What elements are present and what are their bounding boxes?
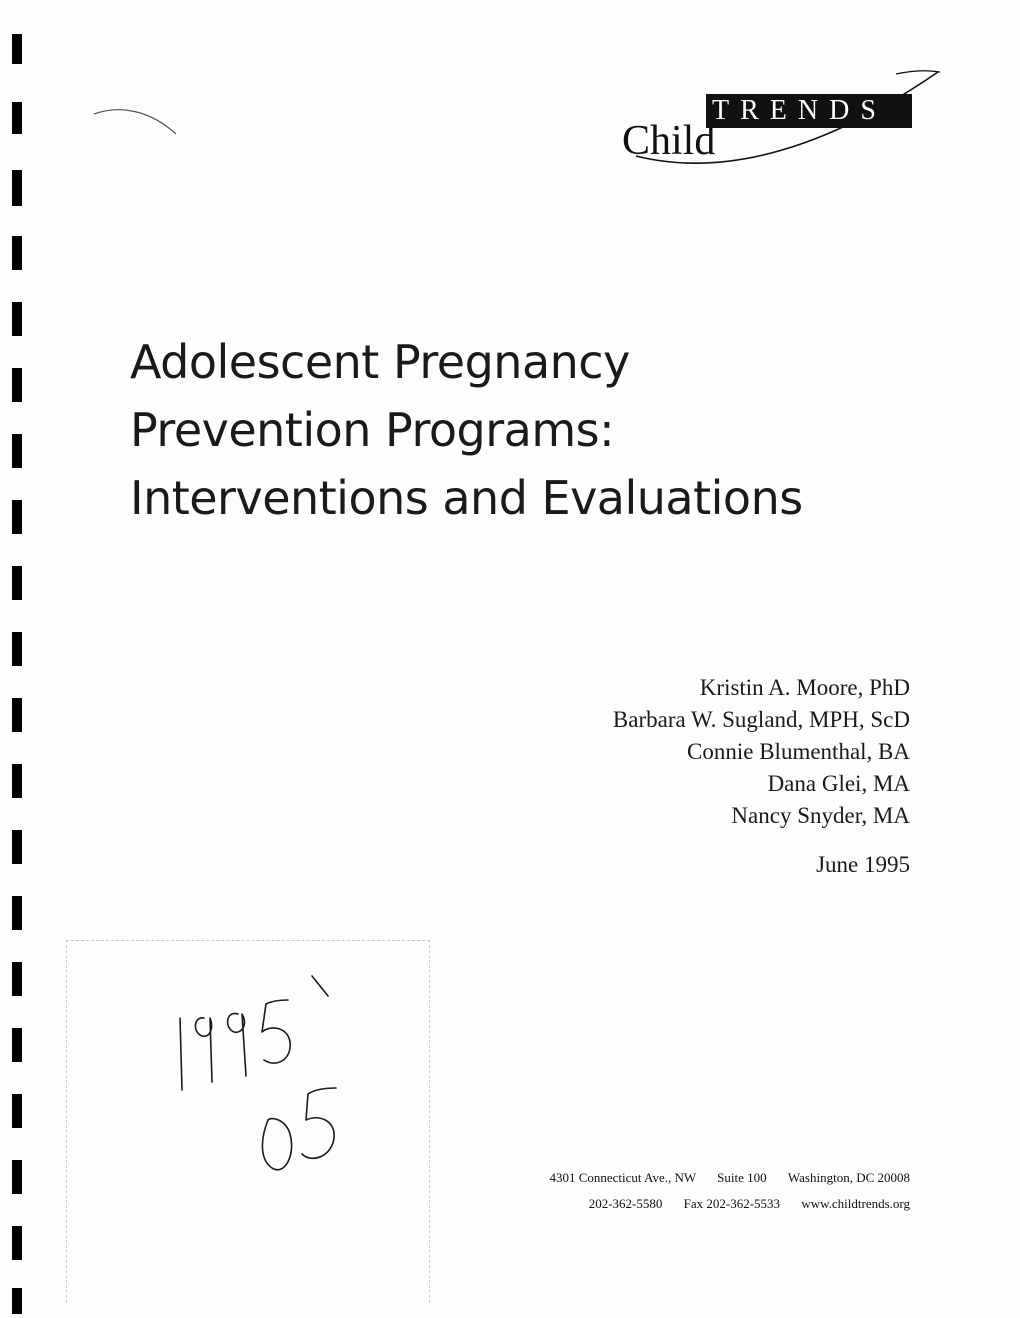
binding-hole	[12, 1288, 22, 1314]
title-line: Prevention Programs:	[130, 403, 615, 457]
suite-number: Suite 100	[717, 1170, 767, 1185]
binding-holes	[0, 0, 40, 1318]
binding-hole	[12, 632, 22, 666]
handwritten-note	[160, 970, 390, 1180]
binding-hole	[12, 102, 22, 134]
binding-hole	[12, 500, 22, 534]
author-name: Nancy Snyder, MA	[731, 803, 910, 828]
author-name: Connie Blumenthal, BA	[687, 739, 910, 764]
child-trends-logo	[596, 64, 942, 172]
author-name: Barbara W. Sugland, MPH, ScD	[612, 707, 910, 732]
author-name: Kristin A. Moore, PhD	[699, 675, 910, 700]
binding-hole	[12, 566, 22, 600]
phone-number: 202-362-5580	[588, 1196, 663, 1211]
binding-hole	[12, 434, 22, 468]
binding-hole	[12, 1094, 22, 1128]
document-title	[130, 328, 850, 532]
binding-hole	[12, 236, 22, 270]
publication-date: June 1995	[816, 852, 910, 877]
city-state-zip: Washington, DC 20008	[787, 1170, 910, 1185]
binding-hole	[12, 368, 22, 402]
street-address: 4301 Connecticut Ave., NW	[549, 1170, 696, 1185]
scan-mark	[92, 108, 192, 148]
title-line: Adolescent Pregnancy	[130, 335, 630, 389]
address-line	[549, 1165, 910, 1191]
author-name: Dana Glei, MA	[767, 771, 910, 796]
binding-hole	[12, 34, 22, 64]
binding-hole	[12, 698, 22, 732]
address-line	[549, 1191, 910, 1217]
fax-number: Fax 202-362-5533	[683, 1196, 781, 1211]
title-line: Interventions and Evaluations	[130, 471, 803, 525]
website-url: www.childtrends.org	[801, 1196, 910, 1211]
binding-hole	[12, 830, 22, 864]
binding-hole	[12, 764, 22, 798]
binding-hole	[12, 962, 22, 996]
logo-trends-word: TRENDS	[706, 94, 912, 128]
contact-address	[549, 1165, 910, 1217]
binding-hole	[12, 170, 22, 206]
binding-hole	[12, 302, 22, 336]
binding-hole	[12, 1028, 22, 1062]
logo-child-word: Child	[622, 118, 716, 164]
binding-hole	[12, 1160, 22, 1194]
author-list	[613, 672, 910, 832]
binding-hole	[12, 896, 22, 930]
binding-hole	[12, 1226, 22, 1260]
